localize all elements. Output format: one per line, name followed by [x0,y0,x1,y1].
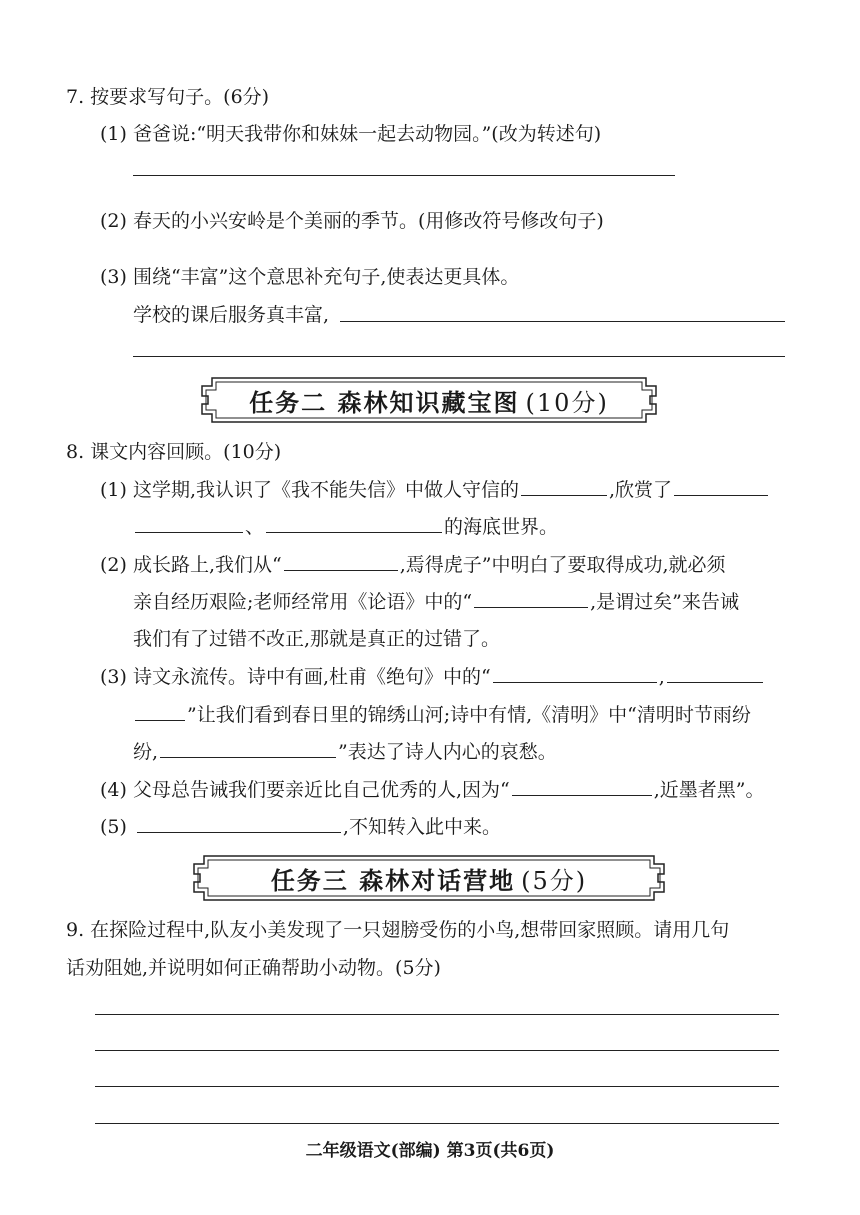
q8-i1-text-d: 的海底世界。 [444,516,559,538]
q8-item5 [100,818,501,837]
answer-line[interactable] [133,356,785,357]
q8-i2-text-a: (2) 成长路上,我们从“ [100,554,282,576]
answer-line[interactable] [95,1123,779,1124]
q7-item3-prompt: 学校的课后服务真丰富, [133,304,330,326]
fill-blank[interactable] [521,494,607,496]
q8-i5-text-b: ,不知转入此中来。 [342,816,501,838]
q8-i4-text-b: ,近墨者黑”。 [653,779,765,801]
q8-i2-text-d: ,是谓过矣”来告诫 [590,591,739,613]
section2-title: 任务二 森林知识藏宝图 [249,388,520,417]
fill-blank[interactable] [135,531,243,533]
q8-i4-text-a: (4) 父母总告诫我们要亲近比自己优秀的人,因为“ [100,779,510,801]
q8-i2-text-c: 亲自经历艰险;老师经常用《论语》中的“ [133,591,473,613]
section2-score: (10分) [525,388,609,417]
q8-item3-line1 [100,668,765,687]
fill-blank[interactable] [474,606,588,608]
fill-blank[interactable] [667,681,763,683]
q8-i3-text-c: ”让我们看到春日里的锦绣山河;诗中有情,《清明》中“清明时节雨纷 [187,704,751,726]
fill-blank[interactable] [160,756,336,758]
q8-i3-text-d: 纷, [133,741,159,763]
q8-item3-line2 [133,706,751,725]
q8-i3-text-a: (3) 诗文永流传。诗中有画,杜甫《绝句》中的“ [100,666,491,688]
fill-blank[interactable] [493,681,657,683]
q9-line2: 话劝阻她,并说明如何正确帮助小动物。(5分) [66,957,441,979]
q8-i3-text-b: , [658,666,665,688]
answer-line[interactable] [340,321,785,322]
q8-i1-text-b: ,欣赏了 [609,479,673,501]
fill-blank[interactable] [512,794,652,796]
q8-i5-text-a: (5) [100,816,127,838]
answer-line[interactable] [95,1086,779,1087]
answer-line[interactable] [95,1050,779,1051]
q8-i1-text-c: 、 [245,516,265,538]
q8-item3-line3 [133,743,557,762]
q8-i2-text-b: ,焉得虎子”中明白了要取得成功,就必须 [399,554,726,576]
fill-blank[interactable] [674,494,768,496]
section-banner-2 [198,376,660,424]
q8-title: 8. 课文内容回顾。(10分) [66,441,282,463]
q7-item1: (1) 爸爸说:“明天我带你和妹妹一起去动物园。”(改为转述句) [100,123,602,145]
q8-item2-line1 [100,556,726,575]
q8-i3-text-e: ”表达了诗人内心的哀愁。 [338,741,557,763]
fill-blank[interactable] [266,531,442,533]
section3-title: 任务三 森林对话营地 [270,866,516,895]
section3-score: (5分) [521,866,588,895]
q8-item1-line1 [100,481,770,500]
q8-item1-line2 [133,518,558,537]
q7-title: 7. 按要求写句子。(6分) [66,86,270,108]
q9-line1: 9. 在探险过程中,队友小美发现了一只翅膀受伤的小鸟,想带回家照顾。请用几句 [66,919,730,941]
fill-blank[interactable] [135,719,185,721]
q7-item3: (3) 围绕“丰富”这个意思补充句子,使表达更具体。 [100,266,520,288]
fill-blank[interactable] [137,831,341,833]
q8-item2-line2 [133,593,739,612]
answer-line[interactable] [95,1014,779,1015]
page-footer: 二年级语文(部编) 第3页(共6页) [305,1141,555,1161]
q8-item2-line3: 我们有了过错不改正,那就是真正的过错了。 [133,628,501,650]
q8-i1-text-a: (1) 这学期,我认识了《我不能失信》中做人守信的 [100,479,519,501]
section-banner-3 [190,854,668,902]
q7-item2: (2) 春天的小兴安岭是个美丽的季节。(用修改符号修改句子) [100,210,604,232]
q8-item4 [100,781,764,800]
fill-blank[interactable] [284,569,398,571]
answer-line[interactable] [133,175,675,176]
